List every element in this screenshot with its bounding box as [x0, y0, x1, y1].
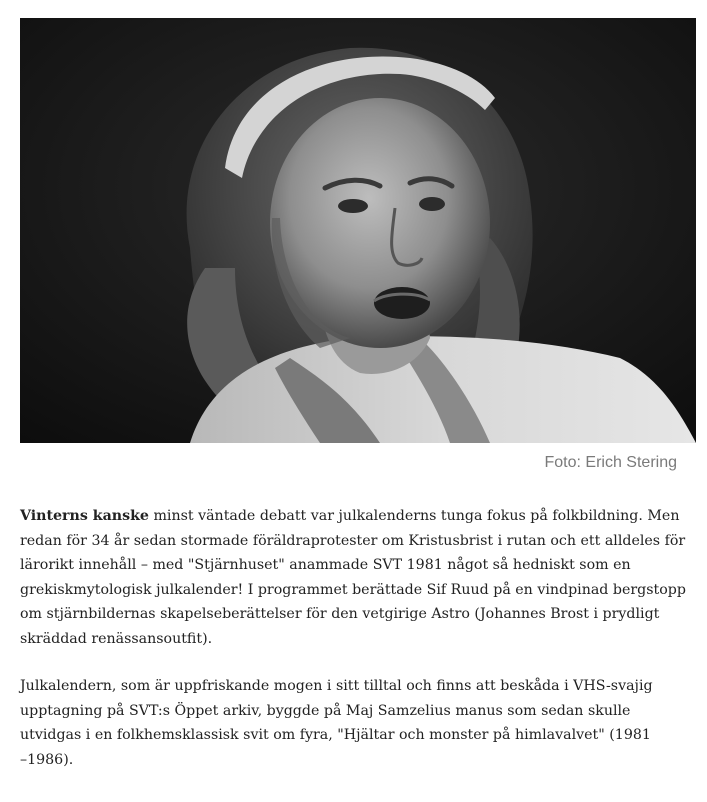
paragraph-line: minst väntade debatt var julkalenderns tunga fokus på folkbildning. Men	[148, 508, 680, 524]
article-body	[20, 504, 700, 795]
paragraph-2	[20, 674, 700, 772]
paragraph-line: lärorikt innehåll – med "Stjärnhuset" anammade SVT 1981 något så hedniskt som en	[20, 557, 631, 573]
photo-credit: Foto: Erich Stering	[544, 454, 677, 471]
paragraph-line: utvidgas i en folkhemsklassisk svit om fyra, "Hjältar och monster på himlavalvet" (1981	[20, 727, 651, 743]
paragraph-line: Julkalendern, som är uppfriskande mogen i sitt tilltal och finns att beskåda i VHS-svajig	[20, 678, 653, 694]
paragraph-line: grekiskmytologisk julkalender! I programmet berättade Sif Ruud på en vindpinad bergstopp	[20, 581, 686, 598]
paragraph-line: –1986).	[20, 751, 74, 768]
paragraph-line: skräddad renässansoutfit).	[20, 630, 213, 647]
paragraph-line: redan för 34 år sedan stormade föräldraprotester om Kristusbrist i rutan och ett alldeles för	[20, 532, 686, 549]
paragraph-1	[20, 504, 700, 651]
article-photo	[20, 18, 696, 443]
portrait-image	[20, 18, 696, 443]
paragraph-line: upptagning på SVT:s Öppet arkiv, byggde på Maj Samzelius manus som sedan skulle	[20, 702, 631, 719]
paragraph-line: om stjärnbildernas skapelseberättelser för den vetgirige Astro (Johannes Brost i prydligt	[20, 606, 660, 622]
paragraph-lead: Vinterns kanske	[20, 508, 149, 524]
